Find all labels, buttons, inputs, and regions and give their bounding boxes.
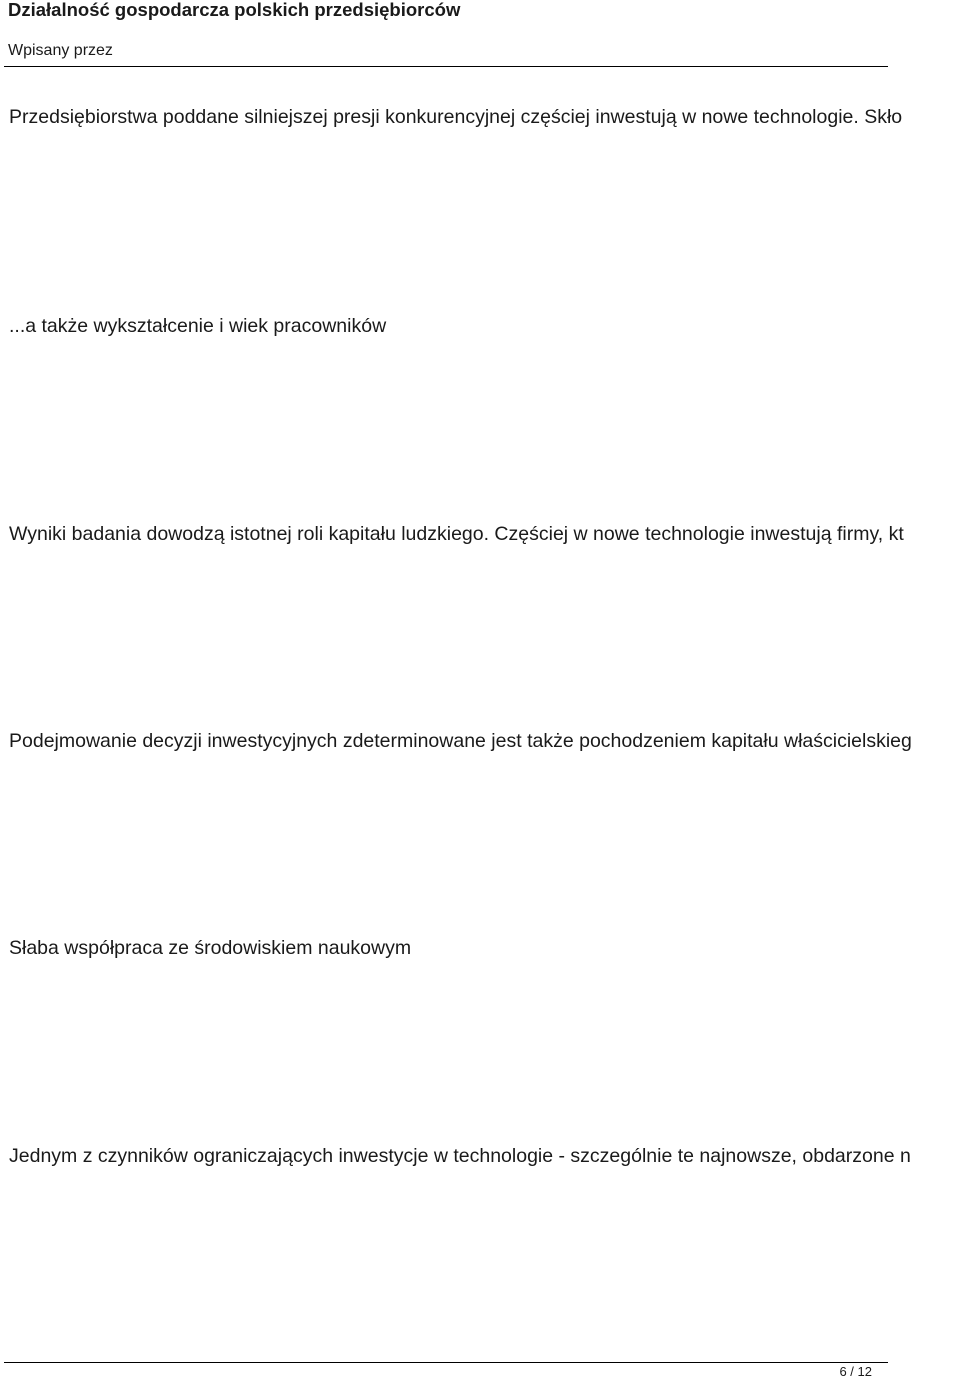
- paragraph-competition: Przedsiębiorstwa poddane silniejszej presji konkurencyjnej częściej inwestują w nowe technologie. Skło: [9, 106, 903, 128]
- paragraph-human-capital: Wyniki badania dowodzą istotnej roli kapitału ludzkiego. Częściej w nowe technologie inwestują firmy, kt: [9, 523, 904, 545]
- header-divider: [4, 66, 888, 67]
- footer-divider: [4, 1362, 888, 1363]
- paragraph-limiting-factors: Jednym z czynników ograniczających inwestycje w technologie - szczególnie te najnowsze, obdarzone n: [9, 1145, 911, 1167]
- paragraph-science-cooperation-heading: Słaba współpraca ze środowiskiem naukowym: [9, 937, 412, 959]
- paragraph-education-heading: ...a także wykształcenie i wiek pracowników: [9, 315, 387, 337]
- paragraph-ownership-capital: Podejmowanie decyzji inwestycyjnych zdeterminowane jest także pochodzeniem kapitału właścicielskieg: [9, 730, 912, 752]
- page-title: Działalność gospodarcza polskich przedsiębiorców: [8, 0, 461, 20]
- page-number: 6 / 12: [839, 1364, 872, 1379]
- author-line: Wpisany przez: [8, 42, 113, 59]
